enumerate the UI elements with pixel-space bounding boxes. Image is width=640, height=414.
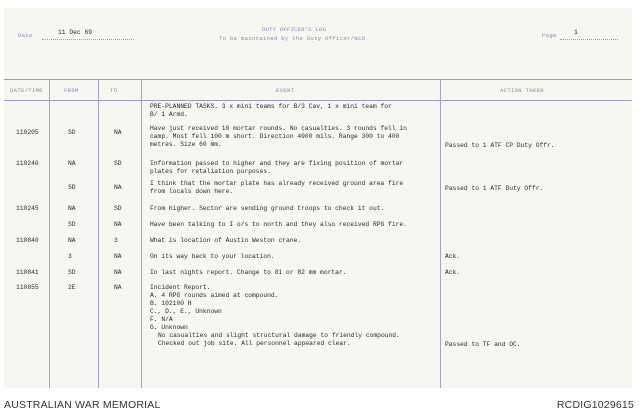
page-label: Page — [542, 32, 557, 39]
event-line: On its way back to your location. — [150, 253, 275, 260]
footer-record-id: RCDIG1029615 — [556, 399, 634, 411]
event-line: From higher. Sector are sending ground troops to check it out. — [150, 205, 385, 212]
action-cell: Passed to 1 ATF CP Duty Offr. — [445, 142, 555, 149]
time-cell: 110245 — [16, 205, 39, 212]
event-line: What is location of Austin Weston crane. — [150, 237, 302, 244]
to-cell: 3 — [114, 237, 118, 244]
time-cell: 110841 — [16, 269, 39, 276]
col-header-to: TO — [110, 87, 118, 94]
event-line: Have just received 10 mortar rounds. No casualties. 3 rounds fell in — [150, 125, 407, 132]
from-cell: SD — [68, 129, 76, 136]
footer-archive-name: AUSTRALIAN WAR MEMORIAL — [4, 399, 161, 411]
from-cell: SD — [68, 184, 76, 191]
col-divider — [49, 79, 50, 388]
action-cell: Passed to 1 ATF Duty Offr. — [445, 185, 544, 192]
time-cell: 110840 — [16, 237, 39, 244]
to-cell: SD — [114, 160, 122, 167]
action-cell: Ack. — [445, 269, 461, 276]
col-divider — [98, 79, 99, 388]
to-cell: NA — [114, 221, 122, 228]
event-line: C., D., E., Unknown — [150, 308, 222, 315]
to-cell: NA — [114, 253, 122, 260]
action-cell: Ack. — [445, 253, 461, 260]
event-line: G. Unknown — [150, 324, 188, 331]
event-line: camp. Most fell 100 m short. Direction 4900 mils. Range 300 to 400 — [150, 133, 400, 140]
time-cell: 110855 — [16, 284, 39, 291]
event-line: from locals down here. — [150, 188, 234, 195]
event-line: Have been talking to I o/s to north and they also received RPG fire. — [150, 221, 407, 228]
event-line: Information passed to higher and they are fixing position of mortar — [150, 160, 404, 167]
date-value: 11 Dec 69 — [58, 29, 93, 36]
date-underline — [42, 39, 134, 40]
event-line: metres. Size 60 mm. — [150, 141, 222, 148]
from-cell: 3 — [68, 253, 72, 260]
to-cell: NA — [114, 129, 122, 136]
time-cell: 110240 — [16, 160, 39, 167]
event-line: F. N/A — [150, 316, 173, 323]
event-line: No casualties and slight structural damage to friendly compound. — [158, 332, 400, 339]
event-line: A. 4 RPG rounds aimed at compound. — [150, 292, 279, 299]
event-line: B. 102100 H — [150, 300, 192, 307]
time-cell: 110205 — [16, 129, 39, 136]
col-header-from: FROM — [64, 87, 79, 94]
col-header-time: DATE/TIME — [10, 87, 43, 94]
event-line: Incident Report. — [150, 284, 211, 291]
col-header-action: ACTION TAKEN — [500, 87, 544, 94]
event-line: In last nights report. Change to 81 or 82 mm mortar. — [150, 269, 347, 276]
log-subtitle: To be maintained by the Duty Officer/NCO — [219, 35, 366, 42]
to-cell: NA — [114, 269, 122, 276]
action-cell: Passed to TF and OC. — [445, 341, 521, 348]
log-title: DUTY OFFICER'S LOG — [262, 26, 327, 33]
page-underline — [560, 39, 618, 40]
event-line: PRE-PLANNED TASKS. 3 x mini teams for B/3 Cav, 1 x mini team for — [150, 103, 392, 110]
to-cell: NA — [114, 184, 122, 191]
event-line: Checked out job site. All personnel appeared clear. — [158, 340, 351, 347]
to-cell: NA — [114, 284, 122, 291]
date-label: Date — [18, 32, 33, 39]
to-cell: SD — [114, 205, 122, 212]
from-cell: NA — [68, 237, 76, 244]
from-cell: SD — [68, 269, 76, 276]
col-header-event: EVENT — [276, 87, 295, 94]
from-cell: NA — [68, 205, 76, 212]
col-divider — [440, 79, 441, 388]
event-line: I think that the mortar plate has already received ground area fire — [150, 180, 404, 187]
event-line: plates for retaliation purposes. — [150, 168, 271, 175]
col-divider — [141, 79, 142, 388]
from-cell: NA — [68, 160, 76, 167]
log-sheet — [4, 8, 632, 388]
from-cell: SD — [68, 221, 76, 228]
page-value: 1 — [574, 29, 578, 36]
from-cell: 2E — [68, 284, 76, 291]
event-line: B/ 1 Armd. — [150, 111, 188, 118]
